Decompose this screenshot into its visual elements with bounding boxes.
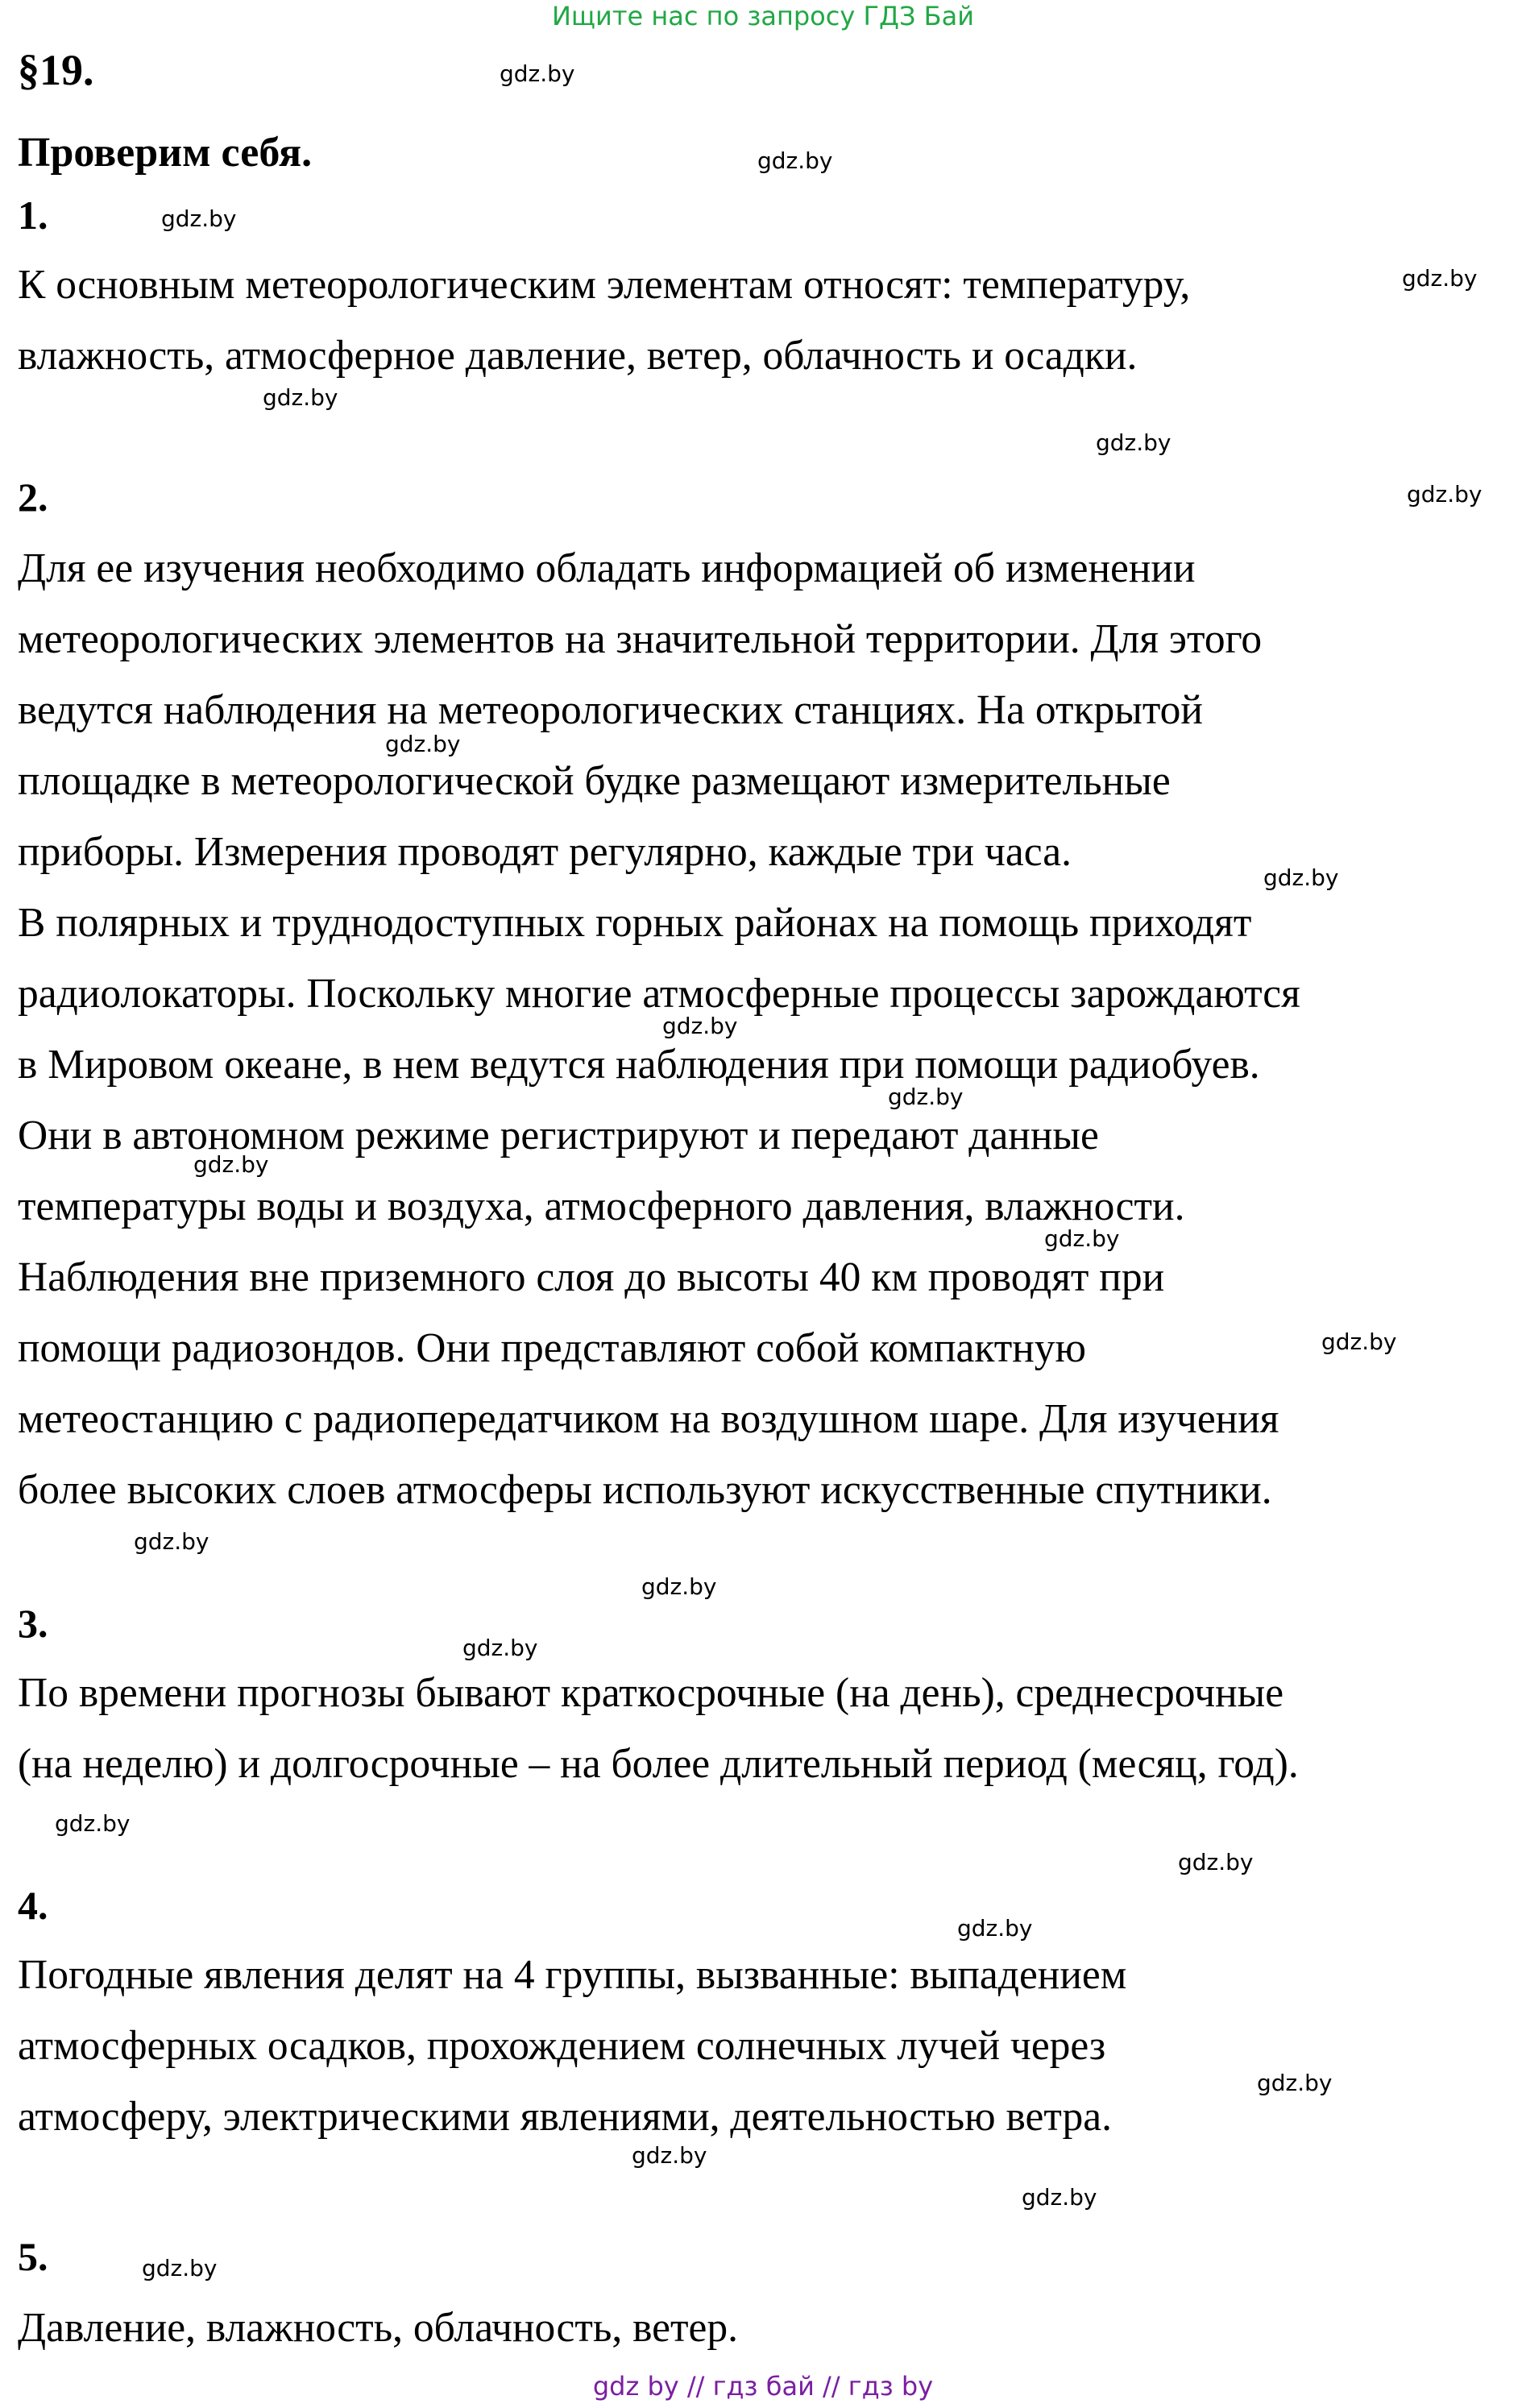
text-line: метеорологических элементов на значительной территории. Для этого xyxy=(18,616,1263,662)
text-line: В полярных и труднодоступных горных районах на помощь приходят xyxy=(18,900,1252,946)
watermark: gdz.by xyxy=(193,1151,269,1178)
bottom-banner[interactable]: gdz by // гдз бай // гдз by xyxy=(592,2371,934,2402)
top-banner[interactable]: Ищите нас по запросу ГДЗ Бай xyxy=(551,1,975,31)
section-number: §19. xyxy=(18,46,94,94)
watermark: gdz.by xyxy=(1263,864,1339,891)
watermark: gdz.by xyxy=(1044,1225,1120,1252)
text-line: По времени прогнозы бывают краткосрочные (на день), среднесрочные xyxy=(18,1670,1284,1716)
watermark: gdz.by xyxy=(757,147,833,174)
watermark: gdz.by xyxy=(385,731,461,757)
item-text-1 xyxy=(18,250,1516,392)
item-number-4: 4. xyxy=(18,1883,48,1928)
watermark: gdz.by xyxy=(888,1084,964,1110)
watermark: gdz.by xyxy=(641,1573,717,1600)
item-text-5 xyxy=(18,2293,1516,2364)
watermark: gdz.by xyxy=(1096,429,1171,456)
watermark: gdz.by xyxy=(462,1635,538,1661)
text-line: атмосферу, электрическими явлениями, деятельностью ветра. xyxy=(18,2094,1112,2140)
watermark: gdz.by xyxy=(55,1810,131,1837)
text-line: в Мировом океане, в нем ведутся наблюдения при помощи радиобуев. xyxy=(18,1042,1260,1088)
text-line: Погодные явления делят на 4 группы, вызванные: выпадением xyxy=(18,1952,1127,1998)
watermark: gdz.by xyxy=(1022,2184,1097,2211)
text-line: Наблюдения вне приземного слоя до высоты 40 км проводят при xyxy=(18,1254,1165,1300)
item-number-5: 5. xyxy=(18,2234,48,2279)
item-number-1: 1. xyxy=(18,193,48,238)
text-line: К основным метеорологическим элементам относят: температуру, xyxy=(18,262,1191,308)
text-line: метеостанцию с радиопередатчиком на воздушном шаре. Для изучения xyxy=(18,1396,1279,1442)
text-line: Для ее изучения необходимо обладать информацией об изменении xyxy=(18,545,1196,591)
item-number-2: 2. xyxy=(18,475,48,520)
item-text-2 xyxy=(18,533,1516,1526)
item-number-3: 3. xyxy=(18,1601,48,1646)
watermark: gdz.by xyxy=(1402,265,1478,292)
text-line: помощи радиозондов. Они представляют собой компактную xyxy=(18,1325,1086,1371)
text-line: Они в автономном режиме регистрируют и передают данные xyxy=(18,1113,1099,1158)
watermark: gdz.by xyxy=(1407,481,1482,508)
watermark: gdz.by xyxy=(632,2142,707,2169)
text-line: (на неделю) и долгосрочные – на более длительный период (месяц, год). xyxy=(18,1741,1299,1787)
watermark: gdz.by xyxy=(1321,1328,1397,1355)
watermark: gdz.by xyxy=(500,60,575,87)
item-text-3 xyxy=(18,1658,1516,1800)
item-text-4 xyxy=(18,1940,1516,2153)
watermark: gdz.by xyxy=(1257,2070,1333,2096)
watermark: gdz.by xyxy=(662,1013,738,1039)
watermark: gdz.by xyxy=(161,205,237,232)
text-line: более высоких слоев атмосферы используют искусственные спутники. xyxy=(18,1467,1272,1513)
text-line: Давление, влажность, облачность, ветер. xyxy=(18,2305,739,2351)
text-line: атмосферных осадков, прохождением солнечных лучей через xyxy=(18,2023,1106,2069)
watermark: gdz.by xyxy=(1178,1849,1254,1875)
text-line: радиолокаторы. Поскольку многие атмосферные процессы зарождаются xyxy=(18,971,1300,1017)
text-line: температуры воды и воздуха, атмосферного давления, влажности. xyxy=(18,1183,1185,1229)
watermark: gdz.by xyxy=(957,1915,1033,1942)
text-line: площадке в метеорологической будке размещают измерительные xyxy=(18,758,1171,804)
watermark: gdz.by xyxy=(134,1528,209,1555)
text-line: влажность, атмосферное давление, ветер, облачность и осадки. xyxy=(18,333,1138,379)
section-heading: Проверим себя. xyxy=(18,130,313,176)
text-line: ведутся наблюдения на метеорологических станциях. На открытой xyxy=(18,687,1203,733)
watermark: gdz.by xyxy=(142,2255,218,2282)
text-line: приборы. Измерения проводят регулярно, каждые три часа. xyxy=(18,829,1072,875)
watermark: gdz.by xyxy=(263,384,338,411)
